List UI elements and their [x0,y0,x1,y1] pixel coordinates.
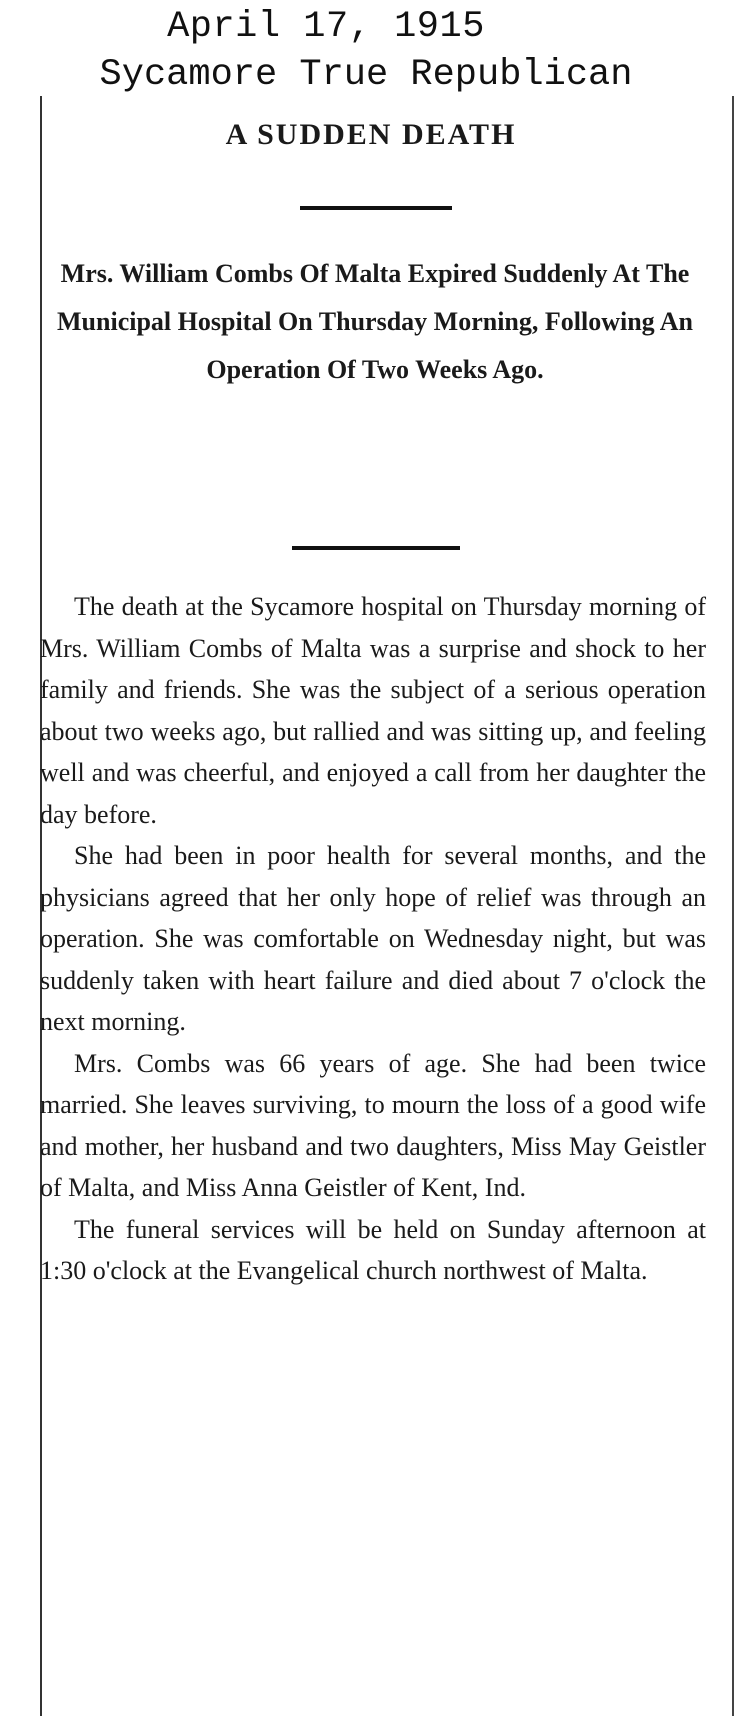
article-subheadline: Mrs. William Combs Of Malta Expired Suddenly At The Municipal Hospital On Thursday Morning, Following An Operation Of Two Weeks Ago. [57,259,693,384]
article-paragraph: The death at the Sycamore hospital on Thursday morning of Mrs. William Combs of Malta was a surprise and shock to her family and friends. She was the subject of a serious operation about two weeks ago, but rallied and was sitting up, and feeling well and was cheerful, and enjoyed a call from her daughter the day before. [40,592,706,829]
headline-divider [300,206,452,210]
newspaper-name: Sycamore True Republican [99,54,633,96]
article-paragraph: Mrs. Combs was 66 years of age. She had been twice married. She leaves surviving, to mourn the loss of a good wife and mother, her husband and two daughters, Miss May Geistler of Malta, and Miss Anna Geistler of Kent, Ind. [40,1048,706,1202]
clipping-date: April 17, 1915 [167,6,485,48]
article-headline: A SUDDEN DEATH [225,118,517,151]
article-paragraph: The funeral services will be held on Sunday afternoon at 1:30 o'clock at the Evangelical church northwest of Malta. [40,1214,706,1285]
article-body [40,586,706,1292]
article-paragraph: She had been in poor health for several months, and the physicians agreed that her only hope of relief was through an operation. She was comfortable on Wednesday night, but was suddenly taken with heart failure and died about 7 o'clock the next morning. [40,841,706,1036]
subheadline-divider [292,546,460,550]
